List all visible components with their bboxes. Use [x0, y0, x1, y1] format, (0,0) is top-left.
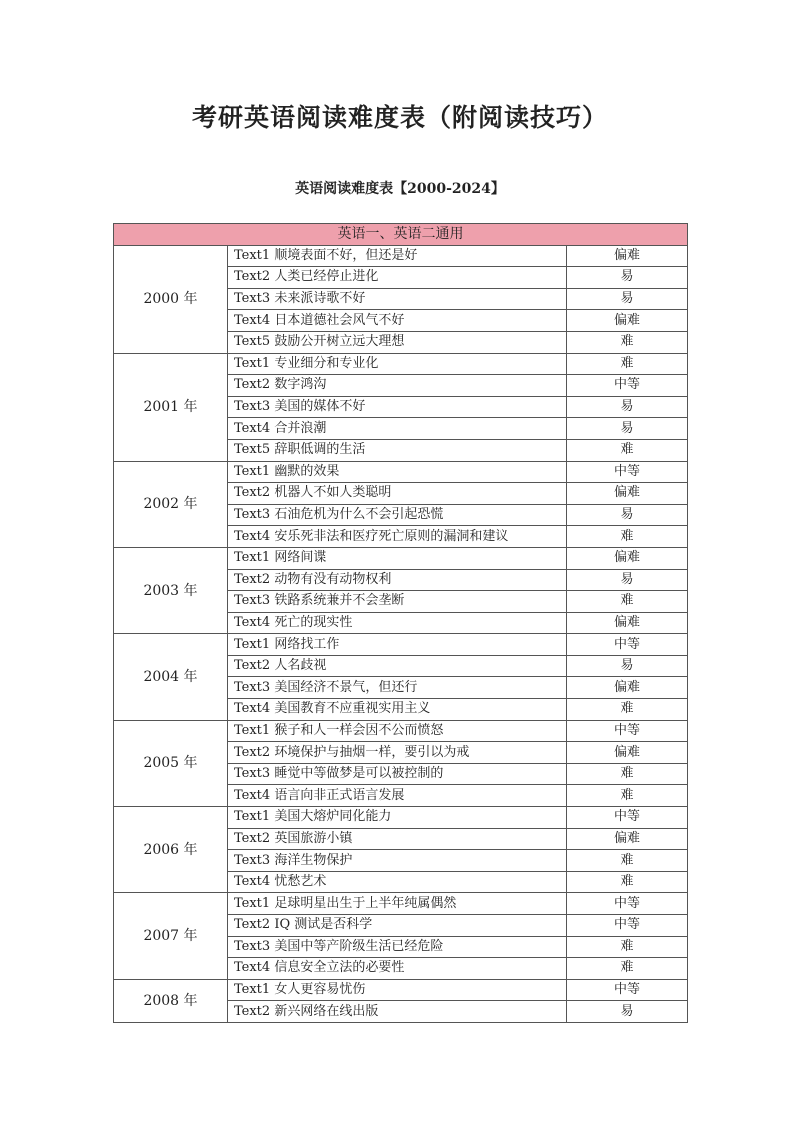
text-topic-cell: Text3 石油危机为什么不会引起恐慌 — [228, 504, 567, 526]
difficulty-cell: 中等 — [567, 915, 688, 937]
year-cell: 2004 年 — [114, 634, 228, 720]
difficulty-cell: 难 — [567, 850, 688, 872]
text-topic-cell: Text2 人类已经停止进化 — [228, 267, 567, 289]
table-caption: 英语阅读难度表【2000-2024】 — [295, 181, 505, 197]
text-topic-cell: Text2 人名歧视 — [228, 655, 567, 677]
text-topic-cell: Text1 网络间谍 — [228, 547, 567, 569]
text-topic-cell: Text2 英国旅游小镇 — [228, 828, 567, 850]
text-topic-cell: Text4 死亡的现实性 — [228, 612, 567, 634]
difficulty-cell: 易 — [567, 418, 688, 440]
table-row — [114, 547, 688, 569]
year-cell: 2000 年 — [114, 245, 228, 353]
text-topic-cell: Text3 美国经济不景气，但还行 — [228, 677, 567, 699]
difficulty-cell: 难 — [567, 785, 688, 807]
table-row — [114, 634, 688, 656]
difficulty-cell: 中等 — [567, 634, 688, 656]
difficulty-cell: 中等 — [567, 807, 688, 829]
text-topic-cell: Text5 辞职低调的生活 — [228, 439, 567, 461]
table-row — [114, 979, 688, 1001]
text-topic-cell: Text4 日本道德社会风气不好 — [228, 310, 567, 332]
text-topic-cell: Text3 美国中等产阶级生活已经危险 — [228, 936, 567, 958]
difficulty-cell: 中等 — [567, 720, 688, 742]
difficulty-cell: 偏难 — [567, 612, 688, 634]
difficulty-cell: 易 — [567, 504, 688, 526]
table-header: 英语一、英语二通用 — [114, 224, 688, 246]
difficulty-cell: 易 — [567, 655, 688, 677]
text-topic-cell: Text1 顺境表面不好，但还是好 — [228, 245, 567, 267]
difficulty-cell: 偏难 — [567, 310, 688, 332]
year-cell: 2008 年 — [114, 979, 228, 1022]
difficulty-cell: 易 — [567, 396, 688, 418]
difficulty-cell: 难 — [567, 699, 688, 721]
text-topic-cell: Text1 专业细分和专业化 — [228, 353, 567, 375]
difficulty-cell: 中等 — [567, 461, 688, 483]
difficulty-table — [113, 223, 688, 1023]
text-topic-cell: Text3 未来派诗歌不好 — [228, 288, 567, 310]
table-row — [114, 245, 688, 267]
text-topic-cell: Text2 新兴网络在线出版 — [228, 1001, 567, 1023]
difficulty-cell: 偏难 — [567, 828, 688, 850]
table-row — [114, 893, 688, 915]
year-cell: 2003 年 — [114, 547, 228, 633]
year-cell: 2007 年 — [114, 893, 228, 979]
year-cell: 2006 年 — [114, 807, 228, 893]
text-topic-cell: Text3 美国的媒体不好 — [228, 396, 567, 418]
text-topic-cell: Text4 美国教育不应重视实用主义 — [228, 699, 567, 721]
difficulty-cell: 偏难 — [567, 547, 688, 569]
table-row — [114, 720, 688, 742]
difficulty-cell: 易 — [567, 288, 688, 310]
text-topic-cell: Text1 足球明星出生于上半年纯属偶然 — [228, 893, 567, 915]
year-cell: 2005 年 — [114, 720, 228, 806]
text-topic-cell: Text3 睡觉中等做梦是可以被控制的 — [228, 763, 567, 785]
difficulty-cell: 易 — [567, 569, 688, 591]
table-row — [114, 461, 688, 483]
text-topic-cell: Text4 语言向非正式语言发展 — [228, 785, 567, 807]
year-cell: 2002 年 — [114, 461, 228, 547]
table-row — [114, 353, 688, 375]
difficulty-cell: 难 — [567, 591, 688, 613]
difficulty-cell: 难 — [567, 526, 688, 548]
text-topic-cell: Text3 铁路系统兼并不会垄断 — [228, 591, 567, 613]
difficulty-cell: 偏难 — [567, 483, 688, 505]
difficulty-cell: 中等 — [567, 979, 688, 1001]
difficulty-cell: 易 — [567, 1001, 688, 1023]
difficulty-cell: 难 — [567, 439, 688, 461]
difficulty-cell: 难 — [567, 331, 688, 353]
text-topic-cell: Text1 美国大熔炉同化能力 — [228, 807, 567, 829]
text-topic-cell: Text2 数字鸿沟 — [228, 375, 567, 397]
text-topic-cell: Text2 动物有没有动物权利 — [228, 569, 567, 591]
text-topic-cell: Text4 安乐死非法和医疗死亡原则的漏洞和建议 — [228, 526, 567, 548]
difficulty-cell: 易 — [567, 267, 688, 289]
difficulty-cell: 偏难 — [567, 677, 688, 699]
difficulty-cell: 难 — [567, 763, 688, 785]
difficulty-cell: 难 — [567, 871, 688, 893]
difficulty-cell: 难 — [567, 936, 688, 958]
text-topic-cell: Text1 女人更容易忧伤 — [228, 979, 567, 1001]
text-topic-cell: Text1 网络找工作 — [228, 634, 567, 656]
difficulty-cell: 中等 — [567, 375, 688, 397]
text-topic-cell: Text2 IQ 测试是否科学 — [228, 915, 567, 937]
table-row — [114, 807, 688, 829]
difficulty-cell: 偏难 — [567, 245, 688, 267]
difficulty-cell: 难 — [567, 958, 688, 980]
text-topic-cell: Text2 机器人不如人类聪明 — [228, 483, 567, 505]
text-topic-cell: Text5 鼓励公开树立远大理想 — [228, 331, 567, 353]
text-topic-cell: Text1 猴子和人一样会因不公而愤怒 — [228, 720, 567, 742]
difficulty-cell: 中等 — [567, 893, 688, 915]
table-body — [114, 245, 688, 1022]
text-topic-cell: Text4 忧愁艺术 — [228, 871, 567, 893]
difficulty-cell: 偏难 — [567, 742, 688, 764]
text-topic-cell: Text1 幽默的效果 — [228, 461, 567, 483]
text-topic-cell: Text4 信息安全立法的必要性 — [228, 958, 567, 980]
text-topic-cell: Text4 合并浪潮 — [228, 418, 567, 440]
year-cell: 2001 年 — [114, 353, 228, 461]
text-topic-cell: Text3 海洋生物保护 — [228, 850, 567, 872]
page-title: 考研英语阅读难度表（附阅读技巧） — [191, 103, 608, 132]
difficulty-cell: 难 — [567, 353, 688, 375]
text-topic-cell: Text2 环境保护与抽烟一样，要引以为戒 — [228, 742, 567, 764]
